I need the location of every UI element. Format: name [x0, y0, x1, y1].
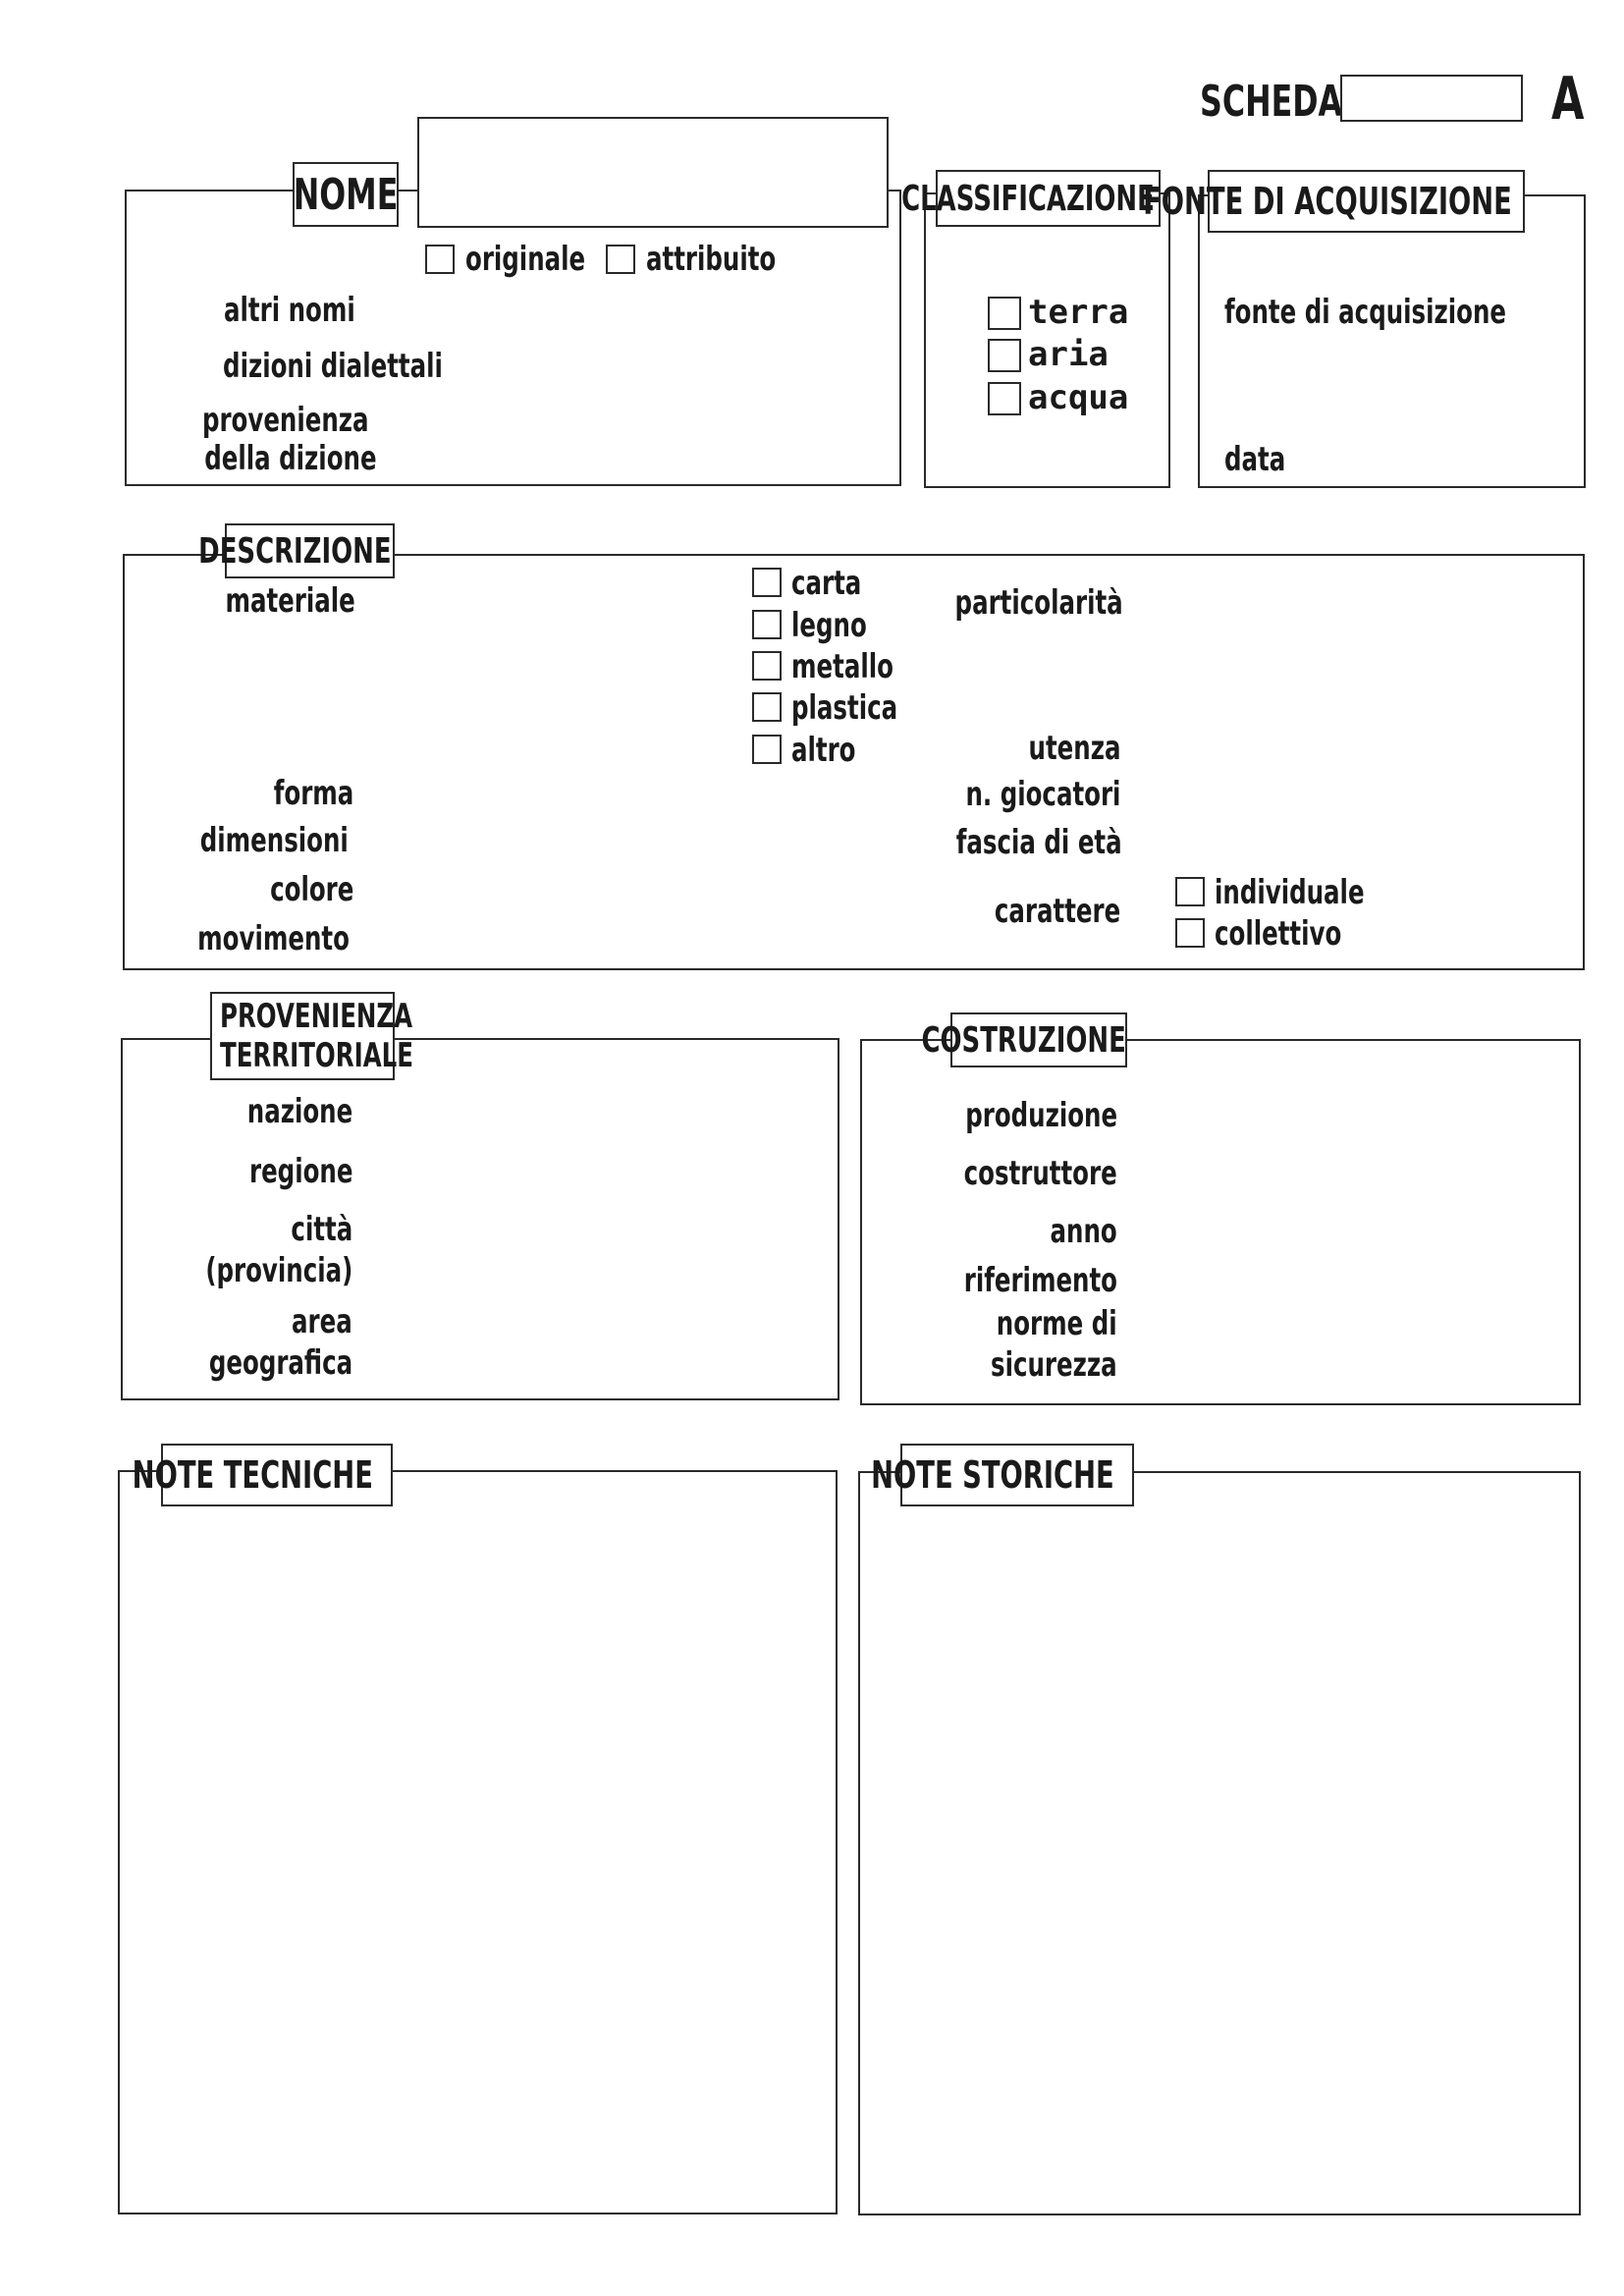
sicurezza-label: sicurezza — [991, 1345, 1117, 1385]
geografica-label: geografica — [208, 1343, 352, 1383]
attribuito-checkbox[interactable] — [606, 245, 635, 274]
legno-label: legno — [791, 606, 867, 645]
costruzione-title: COSTRUZIONE — [950, 1012, 1127, 1067]
plastica-checkbox[interactable] — [752, 692, 782, 722]
acqua-checkbox[interactable] — [988, 382, 1021, 415]
regione-label: regione — [248, 1152, 352, 1191]
note-tecniche-section[interactable] — [118, 1470, 838, 2214]
citta-label: città — [291, 1210, 352, 1249]
n-giocatori-label: n. giocatori — [964, 775, 1120, 814]
collettivo-label: collettivo — [1215, 914, 1342, 954]
originale-checkbox[interactable] — [425, 245, 455, 274]
data-label: data — [1224, 440, 1286, 479]
materiale-label: materiale — [225, 581, 355, 621]
attribuito-label: attribuito — [646, 240, 777, 279]
classificazione-title: CLASSIFICAZIONE — [936, 170, 1161, 227]
individuale-checkbox[interactable] — [1175, 877, 1205, 906]
scheda-label: SCHEDA — [1200, 77, 1343, 127]
nome-input-field[interactable] — [417, 117, 889, 228]
carta-label: carta — [791, 564, 862, 603]
terra-checkbox[interactable] — [988, 297, 1021, 330]
area-label: area — [292, 1302, 352, 1341]
fascia-eta-label: fascia di età — [956, 823, 1122, 862]
scheda-letter: A — [1551, 65, 1585, 134]
metallo-checkbox[interactable] — [752, 651, 782, 681]
legno-checkbox[interactable] — [752, 610, 782, 639]
norme-di-label: norme di — [997, 1304, 1117, 1343]
aria-checkbox[interactable] — [988, 339, 1021, 372]
provenienza-label: provenienza — [201, 401, 369, 440]
terra-label: terra — [1028, 293, 1129, 332]
note-storiche-section[interactable] — [858, 1471, 1581, 2215]
descrizione-title: DESCRIZIONE — [225, 523, 395, 578]
altri-nomi-label: altri nomi — [224, 291, 355, 330]
originale-label: originale — [465, 240, 586, 279]
carta-checkbox[interactable] — [752, 568, 782, 597]
fonte-label: fonte di acquisizione — [1224, 293, 1506, 332]
fonte-title: FONTE DI ACQUISIZIONE — [1208, 170, 1525, 233]
dimensioni-label: dimensioni — [199, 821, 349, 860]
forma-label: forma — [273, 774, 353, 813]
individuale-label: individuale — [1215, 873, 1365, 912]
metallo-label: metallo — [791, 647, 893, 686]
provincia-label: (provincia) — [205, 1251, 352, 1290]
note-storiche-title: NOTE STORICHE — [900, 1444, 1134, 1506]
acqua-label: acqua — [1028, 378, 1129, 417]
altro-label: altro — [791, 731, 856, 770]
nome-title: NOME — [293, 162, 399, 227]
aria-label: aria — [1028, 335, 1109, 374]
scheda-number-field[interactable] — [1340, 75, 1523, 122]
carattere-label: carattere — [994, 892, 1120, 931]
riferimento-label: riferimento — [963, 1261, 1117, 1300]
nazione-label: nazione — [246, 1092, 352, 1131]
particolarita-label: particolarità — [954, 583, 1123, 623]
anno-label: anno — [1050, 1212, 1117, 1251]
collettivo-checkbox[interactable] — [1175, 918, 1205, 948]
plastica-label: plastica — [791, 688, 898, 728]
utenza-label: utenza — [1028, 729, 1120, 768]
altro-checkbox[interactable] — [752, 735, 782, 764]
produzione-label: produzione — [965, 1096, 1117, 1135]
provenienza-title: PROVENIENZA TERRITORIALE — [210, 992, 395, 1080]
della-dizione-label: della dizione — [204, 439, 377, 478]
movimento-label: movimento — [197, 919, 350, 958]
colore-label: colore — [269, 870, 353, 909]
note-tecniche-title: NOTE TECNICHE — [161, 1444, 393, 1506]
costruttore-label: costruttore — [963, 1154, 1117, 1193]
dizioni-dialettali-label: dizioni dialettali — [223, 347, 443, 386]
